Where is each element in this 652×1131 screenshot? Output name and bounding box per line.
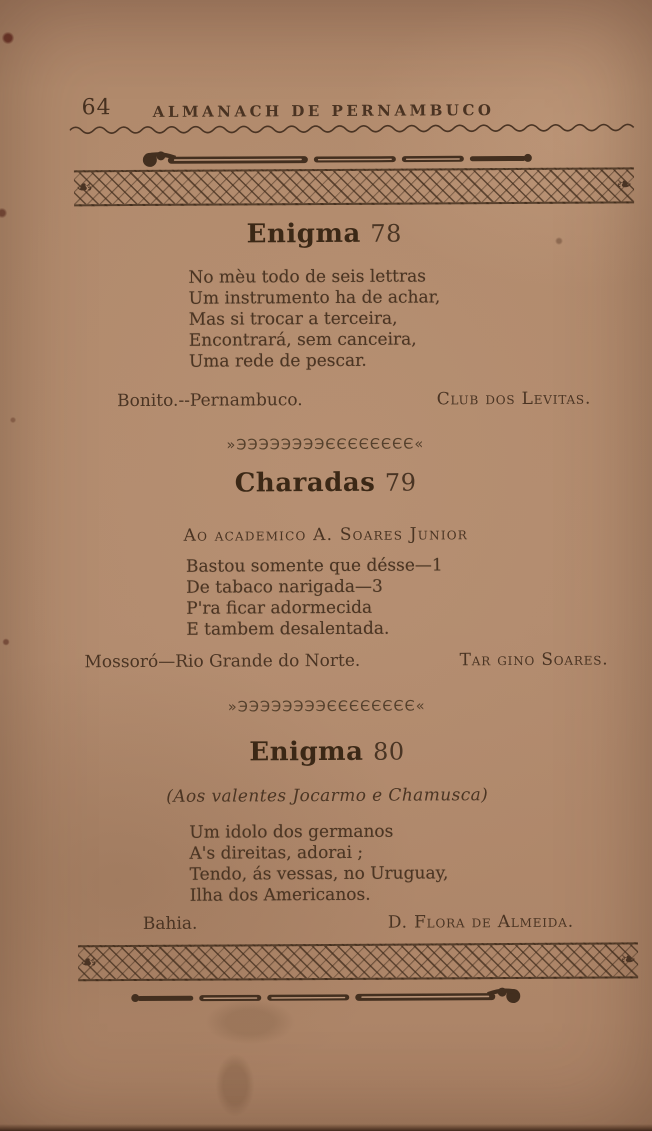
- verse-line: Mas si trocar a terceira,: [188, 308, 398, 330]
- verse-line: Ilha dos Americanos.: [189, 884, 371, 906]
- author-label: D. Flora de Almeida.: [387, 911, 574, 933]
- section-title: Enigma: [246, 218, 361, 250]
- verse-line: De tabaco narigada—3: [186, 576, 383, 598]
- fleuron-separator: »ЭЭЭЭЭЭЭЭЄЄЄЄЄЄЄЄ«: [226, 436, 425, 454]
- verse-line: No mèu todo de seis lettras: [188, 266, 427, 288]
- verse-line: P'ra ficar adormecida: [186, 597, 373, 619]
- verse-charadas-79: [186, 555, 443, 640]
- verse-line: Tendo, ás vessas, no Uruguay,: [189, 863, 449, 885]
- signature-row-enigma-78: [0, 388, 651, 411]
- section-heading-enigma-80: [1, 735, 652, 768]
- dedication-enigma-80: (Aos valentes Jocarmo e Chamusca): [166, 785, 489, 807]
- fleuron-separator: »ЭЭЭЭЭЭЭЭЄЄЄЄЄЄЄЄ«: [227, 698, 426, 716]
- section-title: Enigma: [249, 736, 364, 768]
- signature-row-charadas-79: [0, 649, 652, 672]
- dedication-charadas-79: Ao academico A. Soares Junior: [183, 524, 469, 546]
- verse-line: E tambem desalentada.: [186, 618, 390, 640]
- verse-enigma-80: [189, 821, 448, 906]
- place-label: Bahia.: [142, 913, 198, 934]
- running-title: ALMANACH DE PERNAMBUCO: [152, 101, 495, 121]
- page-number: 64: [81, 95, 112, 121]
- verse-line: Um instrumento ha de achar,: [188, 287, 441, 309]
- section-number: 79: [384, 468, 417, 497]
- verse-line: A's direitas, adorai ;: [189, 842, 364, 864]
- rod-ornament-bottom: [129, 984, 525, 1010]
- place-label: Mossoró—Rio Grande do Norte.: [84, 650, 361, 673]
- author-label: Tar gino Soares.: [459, 649, 609, 671]
- section-number: 78: [370, 219, 402, 248]
- lattice-curl-left-icon: ☙: [80, 951, 98, 974]
- verse-enigma-78: [188, 266, 440, 372]
- author-label: Club dos Levitas.: [436, 388, 592, 410]
- place-label: Bonito.--Pernambuco.: [117, 390, 303, 412]
- lattice-curl-right-icon: ❧: [620, 948, 637, 971]
- lattice-band-top: [74, 167, 634, 206]
- section-title: Charadas: [234, 467, 376, 499]
- verse-line: Encontrará, sem canceira,: [188, 329, 417, 351]
- signature-row-enigma-80: [2, 911, 652, 934]
- verse-line: Bastou somente que désse—1: [185, 555, 443, 577]
- section-heading-charadas-79: [0, 466, 652, 499]
- section-number: 80: [372, 737, 405, 766]
- lattice-curl-right-icon: ❧: [616, 173, 633, 196]
- lattice-curl-left-icon: ☙: [75, 176, 94, 199]
- section-heading-enigma-78: [0, 217, 650, 250]
- lattice-band-bottom: [78, 942, 638, 981]
- verse-line: Uma rede de pescar.: [188, 350, 367, 372]
- wavy-rule: [70, 121, 638, 136]
- verse-line: Um idolo dos germanos: [189, 821, 394, 843]
